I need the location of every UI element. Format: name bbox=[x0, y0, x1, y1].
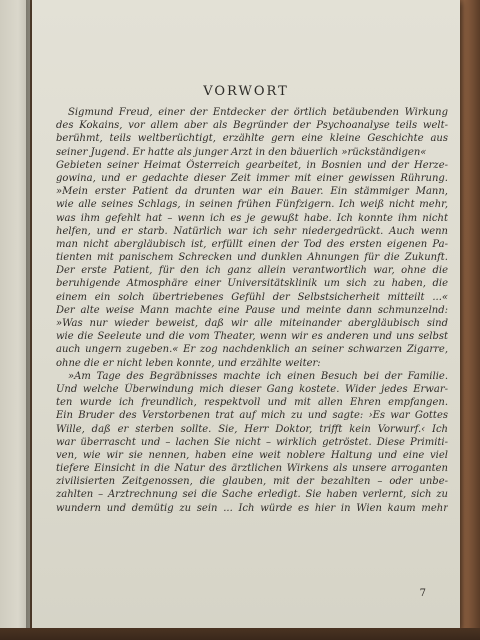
text-line: man nicht abergläubisch ist, erfüllt einen der Tod des ersten eigenen Pa- bbox=[56, 238, 448, 250]
text-line: Ein Bruder des Verstorbenen trat auf mich zu und sagte: ›Es war Gottes bbox=[56, 410, 448, 422]
text-line: gowina, und er gedachte dieser Zeit immer mit einer gewissen Rührung. bbox=[56, 172, 448, 184]
text-line: Der erste Patient, für den ich ganz allein verantwortlich war, ohne die bbox=[56, 265, 448, 277]
text-line: einem ein solch übertriebenes Gefühl der Selbstsicherheit mitteilt ...« bbox=[56, 291, 448, 303]
text-line: Und welche Überwindung mich dieser Gang kostete. Wider jedes Erwar- bbox=[56, 383, 448, 395]
text-line: zivilisierten Zeitgenossen, die glauben, mit der bezahlten – oder unbe- bbox=[56, 476, 448, 488]
text-line: Wille, daß er sterben sollte. Sie, Herr Doktor, trifft kein Vorwurf.‹ Ich bbox=[56, 423, 448, 435]
text-line: »Was nur wieder beweist, daß wir alle miteinander abergläubisch sind bbox=[56, 318, 448, 329]
text-line: wundern und demütig zu sein ... Ich würde es hier in Wien kaum mehr bbox=[56, 502, 448, 514]
text-line: zahlten – Arztrechnung sei die Sache erledigt. Sie haben verlernt, sich zu bbox=[56, 489, 448, 501]
book-page bbox=[32, 0, 460, 628]
text-line: beruhigende Atmosphäre einer Universitätsklinik um sich zu haben, die bbox=[56, 278, 448, 290]
page-bottom-shadow bbox=[0, 628, 480, 640]
text-line: wie die Seeleute und die vom Theater, wenn wir es anderen und uns selbst bbox=[56, 331, 448, 343]
text-line: tienten mit panischem Schrecken und dunklen Ahnungen für die Zukunft. bbox=[56, 252, 448, 264]
text-line: ven, wie wir sie nennen, haben eine weit noblere Haltung und eine viel bbox=[56, 449, 448, 461]
chapter-title: VORWORT bbox=[203, 84, 289, 99]
text-line: war überrascht und – lachen Sie nicht – wirklich getröstet. Diese Primiti- bbox=[56, 436, 448, 448]
text-line: Der alte weise Mann machte eine Pause und meinte dann schmunzelnd: bbox=[56, 304, 448, 316]
text-line: ohne die er nicht leben konnte, und erzählte weiter: bbox=[56, 357, 321, 369]
text-line: »Am Tage des Begräbnisses machte ich einen Besuch bei der Familie. bbox=[68, 370, 448, 382]
text-line: ten wurde ich freundlich, respektvoll und mit allen Ehren empfangen. bbox=[56, 397, 448, 409]
text-line: was ihm gefehlt hat – wenn ich es je gewußt habe. Ich konnte ihm nicht bbox=[56, 212, 448, 224]
text-line: Sigmund Freud, einer der Entdecker der örtlich betäubenden Wirkung bbox=[68, 107, 448, 118]
text-line: des Kokains, vor allem aber als Begründer der Psychoanalyse teils welt- bbox=[56, 120, 448, 132]
text-line: seiner Jugend. Er hatte als junger Arzt in den bäuerlich »rückständigen« bbox=[56, 146, 427, 158]
text-line: »Mein erster Patient da drunten war ein Bauer. Ein stämmiger Mann, bbox=[56, 186, 448, 198]
body-text bbox=[56, 106, 448, 515]
text-line: tiefere Einsicht in die Natur des ärztlichen Wirkens als unsere arroganten bbox=[56, 463, 448, 475]
text-line: wie alle seines Schlags, in seinen frühen Fünfzigern. Ich weiß nicht mehr, bbox=[56, 199, 448, 211]
text-line: auch ungern zugeben.« Er zog nachdenklich an seiner schwarzen Zigarre, bbox=[56, 344, 448, 356]
text-line: berühmt, teils weltberüchtigt, erzählte gern eine kleine Geschichte aus bbox=[56, 133, 448, 145]
text-line: helfen, und er starb. Natürlich war ich sehr niedergedrückt. Auch wenn bbox=[56, 225, 448, 237]
page-number: 7 bbox=[419, 588, 426, 599]
text-line: Gebieten seiner Heimat Österreich gearbeitet, in Bosnien und der Herze- bbox=[56, 159, 448, 171]
